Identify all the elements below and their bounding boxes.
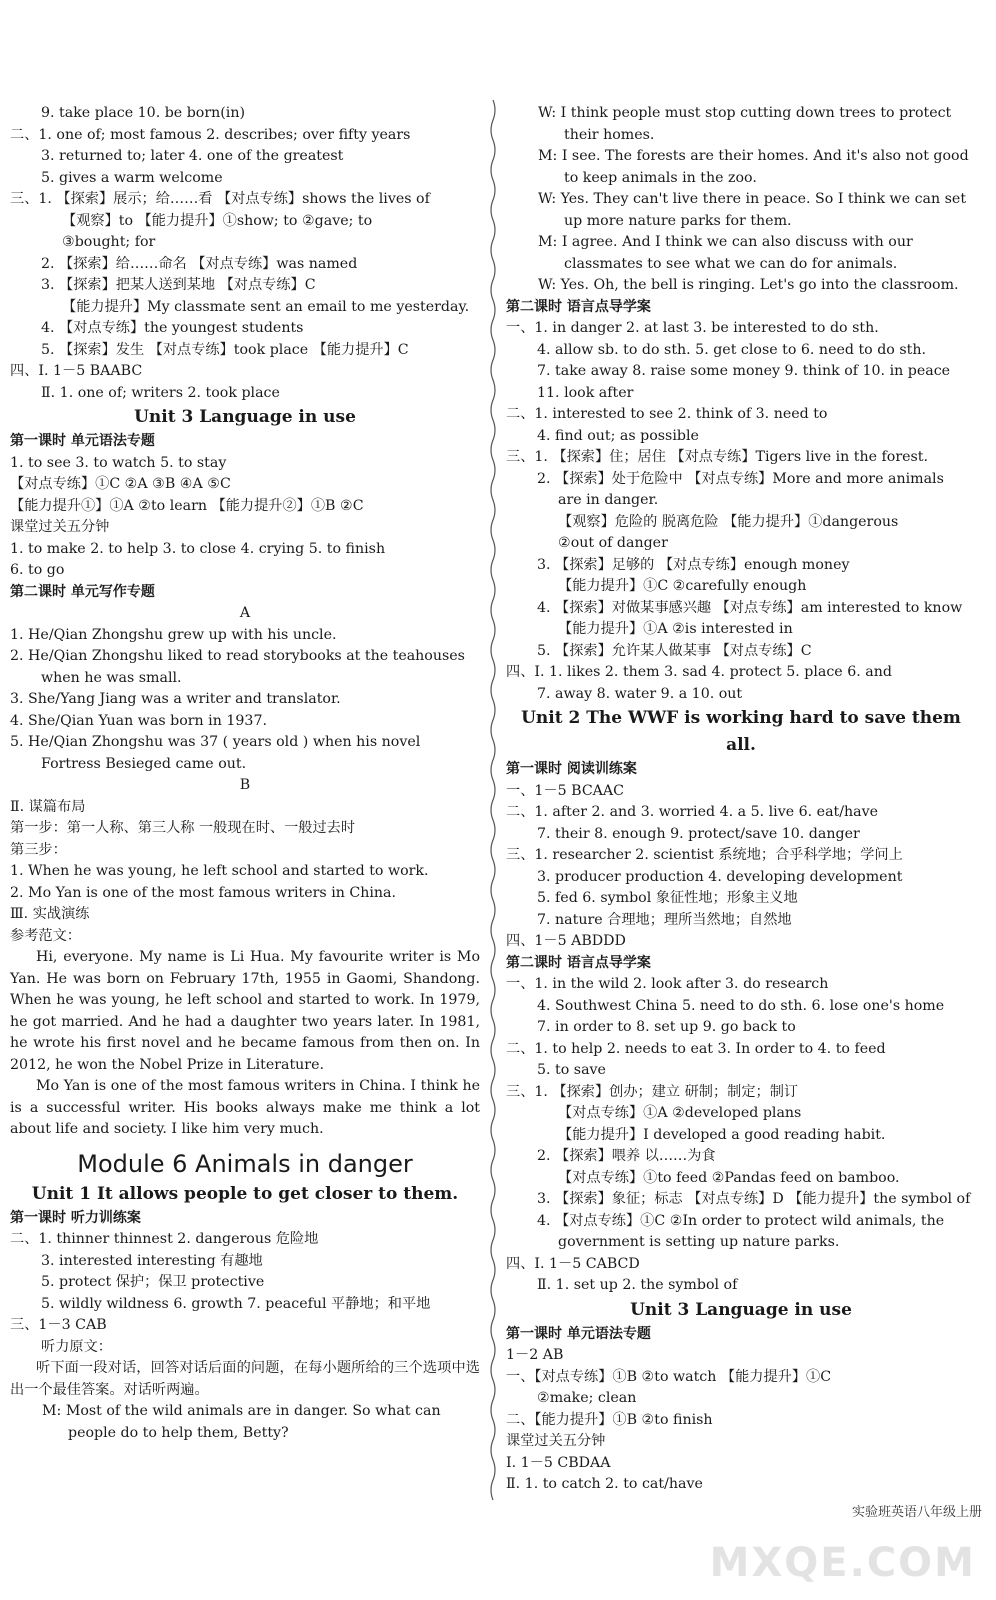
answer-line: A (239, 605, 251, 621)
answer-line: 4. She/Qian Yuan was born in 1937. (10, 712, 267, 729)
answer-line: 2. 【探索】喂养 以……为食 (537, 1148, 716, 1164)
page-footer: 实验班英语八年级上册 (851, 1505, 982, 1520)
answer-line: 三、1. 【探索】创办；建立 研制；制定；制订 (506, 1083, 799, 1100)
answer-line: 二、1. after 2. and 3. worried 4. a 5. live 6. eat/have (506, 804, 879, 820)
answer-line: 4. 【探索】对做某事感兴趣 【对点专练】am interested to know (537, 599, 963, 616)
answer-line: 四、Ⅰ. 1－5 BAABC (10, 363, 143, 379)
answer-line: 4. Southwest China 5. need to do sth. 6. lose one's home (537, 997, 945, 1014)
answer-line: are in danger. (558, 492, 659, 508)
answer-line: ②make; clean (537, 1390, 637, 1406)
answer-line: 3. returned to; later 4. one of the greatest (41, 148, 344, 164)
answer-line: 7. nature 合理地；理所当然地；自然地 (537, 911, 792, 928)
answer-line: 6. to go (10, 562, 65, 578)
answer-line: 5. to save (537, 1062, 606, 1078)
answer-line: 一、【对点专练】①B ②to watch 【能力提升】①C (506, 1368, 832, 1385)
section-heading: 第一课时 单元语法专题 (10, 433, 155, 449)
answer-line: 3. producer production 4. developing development (537, 868, 903, 885)
answer-line: 【能力提升】①C ②carefully enough (558, 578, 807, 594)
section-heading: 第一课时 听力训练案 (10, 1209, 141, 1226)
answer-line: 4. find out; as possible (537, 427, 699, 444)
answer-line: Ⅱ. 谋篇布局 (10, 798, 86, 815)
answer-line: 三、1. 【探索】展示；给……看 【对点专练】shows the lives of (10, 191, 430, 207)
answer-line: 【能力提升①】①A ②to learn 【能力提升②】①B ②C (10, 497, 364, 514)
section-heading: 第一课时 阅读训练案 (506, 761, 637, 777)
column-divider (488, 100, 498, 1500)
section-heading: 第二课时 单元写作专题 (10, 583, 155, 600)
answer-line: 5. gives a warm welcome (41, 169, 223, 186)
answer-line: 【能力提升】I developed a good reading habit. (558, 1126, 886, 1143)
answer-line: Ⅱ. 1. one of; writers 2. took place (41, 384, 280, 401)
answer-line: ②out of danger (558, 535, 668, 551)
answer-line: 一、1. in the wild 2. look after 3. do research (506, 976, 829, 992)
answer-line: Ⅱ. 1. set up 2. the symbol of (537, 1277, 738, 1293)
answer-line: Ⅱ. 1. to catch 2. to cat/have (506, 1476, 703, 1492)
answer-line: 1. He/Qian Zhongshu grew up with his uncle. (10, 626, 337, 643)
answer-line: 一、1－5 BCAAC (506, 782, 625, 799)
section-heading: 第二课时 语言点导学案 (506, 298, 651, 315)
answer-line: 课堂过关五分钟 (506, 1433, 606, 1449)
paragraph: Mo Yan is one of the most famous writers in China. I think he is a successful writer. His books always make me think a lot about life and society. I like him very much. (10, 1078, 480, 1137)
answer-line: 2. 【探索】给……命名 【对点专练】was named (41, 255, 358, 272)
right-column (506, 103, 976, 1496)
answer-line: 5. wildly wildness 6. growth 7. peaceful 平静地；和平地 (41, 1295, 431, 1312)
answer-line: 二、1. interested to see 2. think of 3. need to (506, 406, 828, 422)
dialogue-line: W: Yes. Oh, the bell is ringing. Let's go into the classroom. (538, 277, 959, 293)
answer-line: 【对点专练】①A ②developed plans (558, 1105, 802, 1121)
answer-line: 四、Ⅰ. 1. likes 2. them 3. sad 4. protect 5. place 6. and (506, 664, 892, 680)
answer-line: 课堂过关五分钟 (10, 519, 110, 535)
answer-line: 4. 【对点专练】the youngest students (41, 320, 304, 336)
answer-line: 3. She/Yang Jiang was a writer and translator. (10, 691, 341, 707)
unit-title: Unit 1 It allows people to get closer to them. (31, 1183, 459, 1204)
paragraph: Hi, everyone. My name is Li Hua. My favourite writer is Mo Yan. He was born on February 17th, 1955 in Gaomi, Shandong. When he was young, he left school and started to work. In 1979, he got married. And he had a daughter two years later. In 1981, he wrote his first novel and he became famous from then on. In 2012, he won the Nobel Prize in Literature. (10, 949, 480, 1073)
answer-line: 【观察】to 【能力提升】①show; to ②gave; to (62, 212, 373, 229)
answer-line: 7. in order to 8. set up 9. go back to (537, 1019, 796, 1035)
answer-line: 2. Mo Yan is one of the most famous writers in China. (10, 884, 397, 901)
answer-line: 二、1. thinner thinnest 2. dangerous 危险地 (10, 1231, 319, 1247)
answer-line: 5. 【探索】发生 【对点专练】took place 【能力提升】C (41, 341, 409, 358)
answer-line: 【能力提升】①A ②is interested in (558, 621, 793, 637)
answer-line: 听力原文： (41, 1338, 112, 1355)
paragraph: 听下面一段对话，回答对话后面的问题，在每小题所给的三个选项中选出一个最佳答案。对话听两遍。 (10, 1360, 480, 1398)
dialogue-line: M: I see. The forests are their homes. And it's also not good to keep animals in the zoo. (538, 148, 969, 186)
answer-line: 三、1. researcher 2. scientist 系统地；合乎科学地；学问上 (506, 847, 903, 863)
answer-line: 四、Ⅰ. 1－5 CABCD (506, 1255, 640, 1272)
section-heading: 第一课时 单元语法专题 (506, 1325, 651, 1342)
answer-line: 四、1－5 ABDDD (506, 933, 626, 949)
answer-line: 11. look after (537, 384, 634, 401)
answer-line: 一、1. in danger 2. at last 3. be interested to do sth. (506, 320, 879, 336)
answer-line: 【对点专练】①C ②A ③B ④A ⑤C (10, 476, 231, 492)
dialogue-line: W: Yes. They can't live there in peace. So I think we can set up more nature parks for them. (538, 191, 967, 229)
section-heading: 第二课时 语言点导学案 (506, 954, 651, 971)
answer-line: 1. to see 3. to watch 5. to stay (10, 454, 227, 471)
answer-line: 1. to make 2. to help 3. to close 4. crying 5. to finish (10, 540, 386, 557)
answer-line: 1－2 AB (506, 1347, 564, 1363)
answer-line: 【对点专练】①to feed ②Pandas feed on bamboo. (558, 1169, 900, 1186)
answer-line: 【观察】危险的 脱离危险 【能力提升】①dangerous (558, 513, 899, 530)
answer-line: Ⅲ. 实战演练 (10, 906, 90, 922)
answer-line: 5. He/Qian Zhongshu was 37 ( years old ) when his novel Fortress Besieged came out. (10, 734, 421, 772)
answer-line: 二、1. one of; most famous 2. describes; over fifty years (10, 126, 411, 143)
answer-line: 3. interested interesting 有趣地 (41, 1252, 263, 1269)
module-title: Module 6 Animals in danger (77, 1149, 413, 1178)
answer-line: 1. When he was young, he left school and started to work. (10, 863, 429, 879)
answer-line: 4. allow sb. to do sth. 5. get close to 6. need to do sth. (537, 341, 926, 358)
answer-line: 3. 【探索】足够的 【对点专练】enough money (537, 556, 850, 573)
answer-line: 2. He/Qian Zhongshu liked to read storybooks at the teahouses when he was small. (10, 648, 465, 686)
answer-line: Ⅰ. 1－5 CBDAA (506, 1454, 611, 1471)
answer-line: 3. 【探索】把某人送到某地 【对点专练】C (41, 277, 316, 293)
answer-line: 第一步：第一人称、第三人称 一般现在时、一般过去时 (10, 820, 356, 836)
left-column (10, 103, 480, 1444)
dialogue-line: W: I think people must stop cutting down trees to protect their homes. (538, 105, 952, 143)
answer-line: 7. their 8. enough 9. protect/save 10. danger (537, 825, 860, 842)
answer-line: B (239, 777, 251, 793)
answer-line: 3. 【探索】象征；标志 【对点专练】D 【能力提升】the symbol of (537, 1191, 971, 1207)
answer-line: 参考范文： (10, 927, 81, 944)
unit-title: Unit 3 Language in use (630, 1299, 852, 1320)
unit-title: Unit 3 Language in use (134, 407, 356, 427)
answer-line: 5. 【探索】允许某人做某事 【对点专练】C (537, 642, 812, 659)
dialogue-line: M: Most of the wild animals are in danger. So what can people do to help them, Betty? (42, 1403, 441, 1441)
answer-line: 4. 【对点专练】①C ②In order to protect wild animals, the government is setting up nature parks. (537, 1212, 945, 1250)
watermark: MXQE.COM (709, 1540, 976, 1586)
answer-line: 二、【能力提升】①B ②to finish (506, 1411, 713, 1428)
answer-line: 三、1. 【探索】住；居住 【对点专练】Tigers live in the forest. (506, 449, 928, 465)
answer-line: 第三步： (10, 841, 67, 858)
answer-line: 2. 【探索】处于危险中 【对点专练】More and more animals (537, 470, 944, 487)
answer-line: 5. protect 保护；保卫 protective (41, 1274, 265, 1290)
answer-line: ③bought; for (62, 234, 156, 250)
answer-line: 二、1. to help 2. needs to eat 3. In order to 4. to feed (506, 1040, 886, 1057)
answer-line: 9. take place 10. be born(in) (41, 105, 245, 121)
unit-title: Unit 2 The WWF is working hard to save them all. (521, 708, 961, 755)
answer-line: 5. fed 6. symbol 象征性地；形象主义地 (537, 890, 798, 906)
dialogue-line: M: I agree. And I think we can also discuss with our classmates to see what we can do for animals. (538, 234, 913, 272)
answer-line: 三、1－3 CAB (10, 1317, 107, 1333)
answer-line: 7. take away 8. raise some money 9. think of 10. in peace (537, 363, 951, 379)
answer-line: 7. away 8. water 9. a 10. out (537, 685, 743, 702)
answer-line: 【能力提升】My classmate sent an email to me yesterday. (62, 298, 470, 315)
